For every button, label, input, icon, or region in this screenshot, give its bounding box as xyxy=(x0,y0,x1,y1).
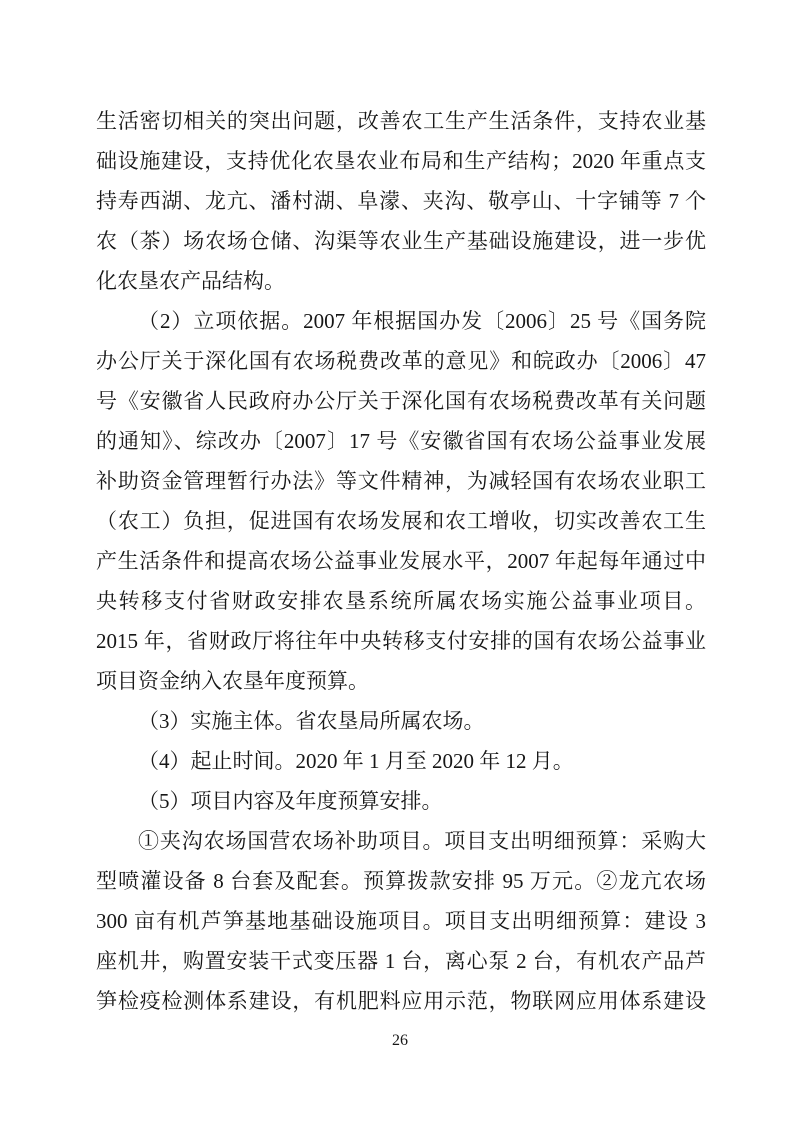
text-line: 办公厅关于深化国有农场税费改革的意见》和皖政办〔2006〕47 xyxy=(96,349,706,373)
text-line: （5）项目内容及年度预算安排。 xyxy=(138,789,443,813)
text-line: 300 亩有机芦笋基地基础设施项目。项目支出明细预算：建设 3 xyxy=(96,909,706,933)
text-line: 持寿西湖、龙亢、潘村湖、阜濛、夹沟、敬亭山、十字铺等 7 个 xyxy=(96,189,706,213)
text-line: 号《安徽省人民政府办公厅关于深化国有农场税费改革有关问题 xyxy=(96,389,706,413)
text-line: 础设施建设，支持优化农垦农业布局和生产结构；2020 年重点支 xyxy=(96,149,706,173)
text-line: 项目资金纳入农垦年度预算。 xyxy=(96,669,369,693)
paragraph xyxy=(96,701,706,741)
text-line: ①夹沟农场国营农场补助项目。项目支出明细预算：采购大 xyxy=(138,829,706,853)
text-line: 产生活条件和提高农场公益事业发展水平，2007 年起每年通过中 xyxy=(96,549,706,573)
paragraph xyxy=(96,781,706,821)
text-line: （农工）负担，促进国有农场发展和农工增收，切实改善农工生 xyxy=(96,509,706,533)
paragraph xyxy=(96,301,706,701)
paragraph xyxy=(96,741,706,781)
text-line: 央转移支付省财政安排农垦系统所属农场实施公益事业项目。 xyxy=(96,589,706,613)
document-body xyxy=(96,101,706,1021)
page-number: 26 xyxy=(392,1032,408,1049)
text-line: 型喷灌设备 8 台套及配套。预算拨款安排 95 万元。②龙亢农场 xyxy=(96,869,706,893)
text-line: 的通知》、综改办〔2007〕17 号《安徽省国有农场公益事业发展 xyxy=(96,429,706,453)
page-footer xyxy=(0,1030,800,1052)
text-line: 化农垦农产品结构。 xyxy=(96,269,285,293)
text-line: 2015 年，省财政厅将往年中央转移支付安排的国有农场公益事业 xyxy=(96,629,706,653)
text-line: 农（茶）场农场仓储、沟渠等农业生产基础设施建设，进一步优 xyxy=(96,229,706,253)
text-line: （4）起止时间。2020 年 1 月至 2020 年 12 月。 xyxy=(138,749,574,773)
text-line: （2）立项依据。2007 年根据国办发〔2006〕25 号《国务院 xyxy=(138,309,706,333)
paragraph xyxy=(96,101,706,301)
text-line: 座机井，购置安装干式变压器 1 台，离心泵 2 台，有机农产品芦 xyxy=(96,949,706,973)
text-line: 生活密切相关的突出问题，改善农工生产生活条件，支持农业基 xyxy=(96,109,706,133)
text-line: 笋检疫检测体系建设，有机肥料应用示范，物联网应用体系建设 xyxy=(96,989,706,1013)
text-line: （3）实施主体。省农垦局所属农场。 xyxy=(138,709,485,733)
text-line: 补助资金管理暂行办法》等文件精神，为减轻国有农场农业职工 xyxy=(96,469,706,493)
paragraph xyxy=(96,821,706,1021)
